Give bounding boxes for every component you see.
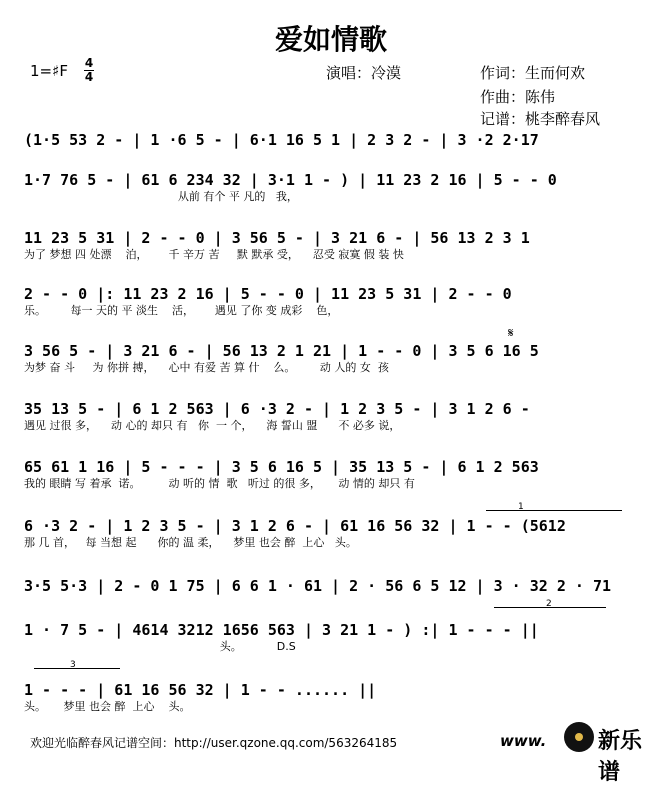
- segno-icon: 𝄋: [508, 326, 514, 341]
- notes-line: 6 ·3 2 - | 1 2 3 5 - | 3 1 2 6 - | 61 16 56 32 | 1 - - (5612: [24, 517, 566, 535]
- notes-line: 3 56 5 - | 3 21 6 - | 56 13 2 1 21 | 1 - - 0 | 3 5 6 16 5: [24, 342, 539, 360]
- lyrics-line: 我的 眼睛 写 着承 诺。 动 听的 情 歌 听过 的很 多， 动 情的 却只 有: [24, 477, 415, 490]
- notes-line: 35 13 5 - | 6 1 2 563 | 6 ·3 2 - | 1 2 3 5 - | 3 1 2 6 -: [24, 400, 530, 418]
- score-row: [24, 284, 638, 318]
- notes-line: 1 · 7 5 - | 4614 3212 1656 563 | 3 21 1 - ) :| 1 - - - ||: [24, 621, 539, 639]
- song-title: 爱如情歌: [274, 23, 387, 56]
- singer-credit: 演唱：冷漠: [326, 64, 402, 82]
- notes-line: 65 61 1 16 | 5 - - - | 3 5 6 16 5 | 35 13 5 - | 6 1 2 563: [24, 458, 539, 476]
- notes-line: 3·5 5·3 | 2 - 0 1 75 | 6 6 1 · 61 | 2 · 56 6 5 12 | 3 · 32 2 · 71: [24, 577, 611, 595]
- notes-line: 1·7 76 5 - | 61 6 234 32 | 3·1 1 - ) | 11 23 2 16 | 5 - - 0: [24, 171, 557, 189]
- composer-credit: 作曲：陈伟: [480, 88, 556, 106]
- logo-name: 新乐谱: [598, 729, 643, 785]
- record-disc-icon: [564, 722, 594, 752]
- lyrics-line: 为了 梦想 四 处漂 泊， 千 辛万 苦 默 默承 受， 忍受 寂寞 假 装 快: [24, 248, 404, 261]
- volta-bracket-2: [494, 599, 606, 614]
- lyricist-credit: 作词：生而何欢: [480, 64, 586, 82]
- score-row: [24, 341, 638, 375]
- score-row: [24, 170, 638, 204]
- meter-bottom: 4: [84, 70, 94, 84]
- score-row: [24, 228, 638, 262]
- volta-number: 3: [70, 660, 76, 670]
- time-signature: [84, 58, 94, 83]
- score-row: [24, 620, 638, 654]
- lyrics-line: 那 几 首， 每 当想 起 你的 温 柔， 梦里 也会 醉 上心 头。: [24, 536, 357, 549]
- lyrics-line: [24, 150, 638, 164]
- lyrics-line: 头。 梦里 也会 醉 上心 头。: [24, 700, 191, 713]
- transcriber-credit: 记谱：桃李醉春风: [480, 110, 601, 128]
- notes-line: 2 - - 0 |: 11 23 2 16 | 5 - - 0 | 11 23 5 31 | 2 - - 0: [24, 285, 512, 303]
- score-row: [24, 130, 638, 164]
- meter-top: 4: [84, 56, 94, 70]
- logo-www: www.: [500, 732, 547, 750]
- score-row: [24, 680, 638, 714]
- score-row: [24, 516, 638, 550]
- volta-bracket-1: [486, 502, 622, 517]
- notes-line: (1·5 53 2 - | 1 ·6 5 - | 6·1 16 5 1 | 2 3 2 - | 3 ·2 2·17: [24, 131, 539, 149]
- lyrics-line: 从前 有个 平 凡的 我，: [24, 190, 298, 203]
- lyrics-line: 乐。 每一 天的 平 淡生 活， 遇见 了你 变 成彩 色，: [24, 304, 339, 317]
- lyrics-line: 头。 D.S: [24, 640, 296, 653]
- volta-number: 1: [518, 502, 524, 512]
- notes-line: 11 23 5 31 | 2 - - 0 | 3 56 5 - | 3 21 6 - | 56 13 2 3 1: [24, 229, 530, 247]
- lyrics-line: 为梦 奋 斗 为 你拼 搏， 心中 有爱 苦 算 什 么。 动 人的 女 孩: [24, 361, 389, 374]
- volta-number: 2: [546, 599, 552, 609]
- score-row: [24, 399, 638, 433]
- lyrics-line: 遇见 过很 多， 动 心的 却只 有 你 一 个， 海 誓山 盟 不 必多 说，: [24, 419, 401, 432]
- site-logo: [500, 718, 656, 785]
- notes-line: 1 - - - | 61 16 56 32 | 1 - - ...... ||: [24, 681, 377, 699]
- footer-text: 欢迎光临醉春风记谱空间：http://user.qzone.qq.com/563264185: [30, 736, 398, 750]
- volta-bracket-3: [34, 660, 120, 675]
- score-row: [24, 457, 638, 491]
- key-signature: 1=♯F: [30, 62, 68, 80]
